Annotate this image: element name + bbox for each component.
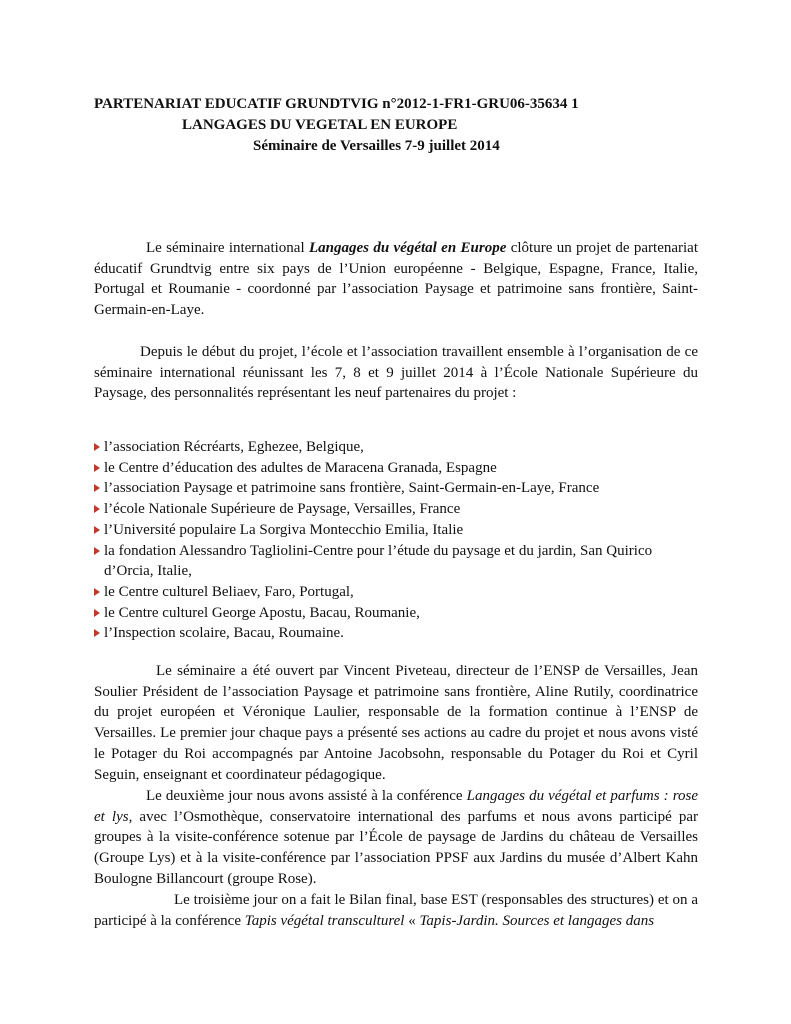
list-item: l’association Paysage et patrimoine sans frontière, Saint-Germain-en-Laye, France [94, 478, 704, 499]
seminar-title: Langages du végétal en Europe [308, 240, 507, 256]
intro-after: clôture un projet de partenariat éducatif Grundtvig entre six pays de l’Union européenne - Belgique, Espagne, France, Italie, Portugal et Roumanie - coordonné par l’association Paysage et patrimoine sans frontière, Saint-Germain-en-Laye. [94, 240, 698, 319]
paragraph-intro [94, 238, 698, 321]
list-item: le Centre culturel Beliaev, Faro, Portugal, [94, 582, 704, 603]
header-line-3: Séminaire de Versailles 7-9 juillet 2014 [253, 138, 500, 154]
arrow-bullet-icon [94, 609, 100, 617]
arrow-bullet-icon [94, 443, 100, 451]
conference-title-1: Tapis végétal transculturel [244, 912, 405, 929]
paragraph-day-two [94, 786, 698, 890]
list-item: le Centre culturel George Apostu, Bacau, Roumanie, [94, 603, 704, 624]
arrow-bullet-icon [94, 526, 100, 534]
arrow-bullet-icon [94, 547, 100, 555]
day-three-middle: « [404, 912, 420, 929]
opening-text: Le séminaire a été ouvert par Vincent Piveteau, directeur de l’ENSP de Versailles, Jean Soulier Président de l’association Paysage et patrimoine sans frontière, Aline Rutily, coordinatrice du projet européen et Véronique Laulier, responsable de la formation continue à l’ENSP de Versailles. Le premier jour chaque pays a présenté ses actions au cadre du projet et nous avons visté le Potager du Roi accompagnés par Antoine Jacobsohn, responsable du Potager du Roi et Cyril Seguin, enseignant et coordinateur pédagogique. [94, 663, 698, 783]
arrow-bullet-icon [94, 588, 100, 596]
project-text: Depuis le début du projet, l’école et l’association travaillent ensemble à l’organisation de ce séminaire international réunissant les 7, 8 et 9 juillet 2014 à l’École Nationale Supérieure du Paysage, des personnalités représentant les neuf partenaires du projet : [94, 344, 698, 402]
intro-before: Le séminaire international [146, 240, 309, 256]
list-item: la fondation Alessandro Tagliolini-Centre pour l’étude du paysage et du jardin, San Quirico d’Orcia, Italie, [94, 541, 704, 582]
partners-list [94, 437, 704, 644]
conference-title-2: Tapis-Jardin. Sources et langages dans [419, 912, 655, 929]
list-item: l’Université populaire La Sorgiva Montecchio Emilia, Italie [94, 520, 704, 541]
arrow-bullet-icon [94, 464, 100, 472]
day-two-before: Le deuxième jour nous avons assisté à la conférence [146, 788, 467, 804]
day-three-before: Le troisième jour on a fait le Bilan final, base EST (responsables des structures) et on a participé à la conférence [94, 892, 698, 929]
list-item: l’école Nationale Supérieure de Paysage, Versailles, France [94, 499, 704, 520]
conference-title: Langages du végétal et parfums : rose et lys, [94, 788, 698, 825]
list-item: l’association Récréarts, Eghezee, Belgique, [94, 437, 704, 458]
arrow-bullet-icon [94, 505, 100, 513]
list-item: le Centre d’éducation des adultes de Maracena Granada, Espagne [94, 458, 704, 479]
arrow-bullet-icon [94, 629, 100, 637]
header-line-1: PARTENARIAT EDUCATIF GRUNDTVIG n°2012-1-FR1-GRU06-35634 1 [94, 96, 579, 112]
arrow-bullet-icon [94, 484, 100, 492]
list-item: l’Inspection scolaire, Bacau, Roumaine. [94, 623, 704, 644]
paragraph-opening [94, 661, 698, 785]
paragraph-project [94, 342, 698, 404]
day-two-after: avec l’Osmothèque, conservatoire international des parfums et nous avons participé par groupes à la visite-conférence sotenue par l’École de paysage de Jardins du château de Versailles (Groupe Lys) et à la visite-conférence par l’association PPSF aux Jardins du musée d’Albert Kahn Boulogne Billancourt (groupe Rose). [94, 808, 698, 887]
paragraph-day-three [94, 890, 698, 931]
header-line-2: LANGAGES DU VEGETAL EN EUROPE [182, 117, 458, 133]
